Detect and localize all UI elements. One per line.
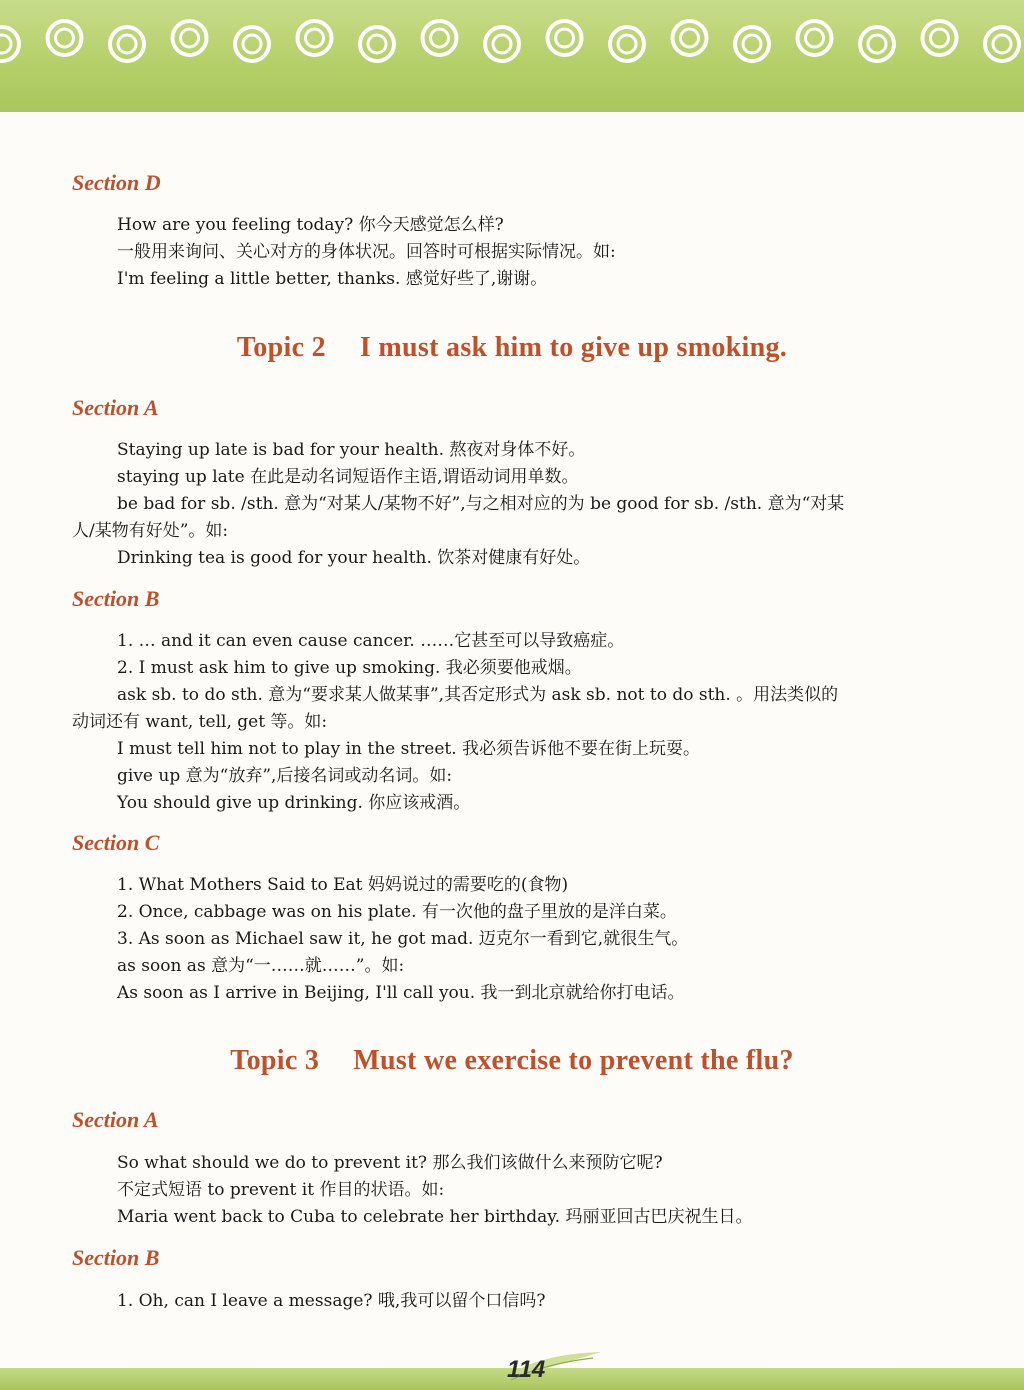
text-line: I'm feeling a little better, thanks. 感觉好些了,谢谢。 — [117, 269, 548, 289]
ring-pattern-decoration — [0, 0, 1024, 112]
text-line: 一般用来询问、关心对方的身体状况。回答时可根据实际情况。如: — [117, 242, 616, 262]
text-line: 1. What Mothers Said to Eat 妈妈说过的需要吃的(食物) — [117, 875, 569, 895]
ring-decoration — [618, 35, 636, 53]
ring-decoration — [423, 21, 457, 55]
ring-decoration — [306, 29, 324, 47]
ring-decoration — [368, 35, 386, 53]
topic-3-section-a-heading: Section A — [72, 1107, 159, 1132]
topic-3-label: Topic 3 — [230, 1045, 320, 1076]
ring-decoration — [610, 27, 644, 61]
ring-decoration — [735, 27, 769, 61]
ring-decoration — [243, 35, 261, 53]
topic-2-section-c-heading: Section C — [72, 830, 160, 855]
text-line: You should give up drinking. 你应该戒酒。 — [117, 793, 471, 813]
text-line: 不定式短语 to prevent it 作目的状语。如: — [117, 1180, 445, 1200]
text-line: staying up late 在此是动名词短语作主语,谓语动词用单数。 — [117, 467, 579, 487]
ring-decoration — [0, 35, 11, 53]
ring-decoration — [56, 29, 74, 47]
text-line: 人/某物有好处”。如: — [72, 521, 229, 541]
ring-decoration — [181, 29, 199, 47]
ring-decoration — [673, 21, 707, 55]
ring-decoration — [548, 21, 582, 55]
text-line: 动词还有 want, tell, get 等。如: — [72, 712, 328, 732]
ring-decoration — [931, 29, 949, 47]
text-line: How are you feeling today? 你今天感觉怎么样? — [117, 215, 504, 235]
ring-decoration — [556, 29, 574, 47]
page-content — [0, 112, 1024, 1362]
ring-decoration — [860, 27, 894, 61]
ring-decoration — [681, 29, 699, 47]
text-line: Drinking tea is good for your health. 饮茶对健康有好处。 — [117, 548, 591, 568]
topic-3-section-b-heading: Section B — [72, 1245, 160, 1270]
text-line: 1. … and it can even cause cancer. ……它甚至可以导致癌症。 — [117, 631, 625, 651]
text-line: Maria went back to Cuba to celebrate her birthday. 玛丽亚回古巴庆祝生日。 — [117, 1207, 753, 1227]
text-line: ask sb. to do sth. 意为“要求某人做某事”,其否定形式为 ask sb. not to do sth. 。用法类似的 — [117, 685, 839, 705]
text-line: 2. Once, cabbage was on his plate. 有一次他的盘子里放的是洋白菜。 — [117, 902, 677, 922]
ring-decoration — [110, 27, 144, 61]
topic-3-heading — [0, 1045, 1024, 1077]
ring-decoration — [173, 21, 207, 55]
text-line: I must tell him not to play in the street. 我必须告诉他不要在街上玩耍。 — [117, 739, 701, 759]
ring-decoration — [431, 29, 449, 47]
ring-decoration — [298, 21, 332, 55]
ring-decoration — [493, 35, 511, 53]
ring-decoration — [485, 27, 519, 61]
ring-decoration — [923, 21, 957, 55]
text-line: So what should we do to prevent it? 那么我们该做什么来预防它呢? — [117, 1153, 663, 1173]
text-line: as soon as 意为“一……就……”。如: — [117, 956, 405, 976]
ring-decoration — [235, 27, 269, 61]
text-line: 3. As soon as Michael saw it, he got mad. 迈克尔一看到它,就很生气。 — [117, 929, 689, 949]
ring-decoration — [743, 35, 761, 53]
topic-2-title: I must ask him to give up smoking. — [359, 332, 788, 363]
text-line: 1. Oh, can I leave a message? 哦,我可以留个口信吗? — [117, 1291, 546, 1311]
ring-decoration — [798, 21, 832, 55]
text-line: 2. I must ask him to give up smoking. 我必须要他戒烟。 — [117, 658, 582, 678]
ring-decoration — [360, 27, 394, 61]
topic-2-heading — [0, 332, 1024, 364]
text-line: be bad for sb. /sth. 意为“对某人/某物不好”,与之相对应的为 be good for sb. /sth. 意为“对某 — [117, 494, 845, 514]
text-line: Staying up late is bad for your health. 熬夜对身体不好。 — [117, 440, 586, 460]
ring-decoration — [48, 21, 82, 55]
topic-2-section-b-heading: Section B — [72, 586, 160, 611]
page-number: 114 — [507, 1356, 546, 1383]
ring-decoration — [806, 29, 824, 47]
topic-2-label: Topic 2 — [236, 332, 326, 363]
topic-2-section-a-heading: Section A — [72, 395, 159, 420]
text-line: As soon as I arrive in Beijing, I'll call you. 我一到北京就给你打电话。 — [117, 983, 685, 1003]
ring-decoration — [868, 35, 886, 53]
page-number-badge — [497, 1348, 607, 1388]
decorative-header-band — [0, 0, 1024, 112]
section-d-heading: Section D — [72, 170, 161, 195]
text-line: give up 意为“放弃”,后接名词或动名词。如: — [117, 766, 453, 786]
ring-decoration — [993, 35, 1011, 53]
ring-decoration — [118, 35, 136, 53]
ring-decoration — [985, 27, 1019, 61]
topic-3-title: Must we exercise to prevent the flu? — [353, 1045, 794, 1076]
